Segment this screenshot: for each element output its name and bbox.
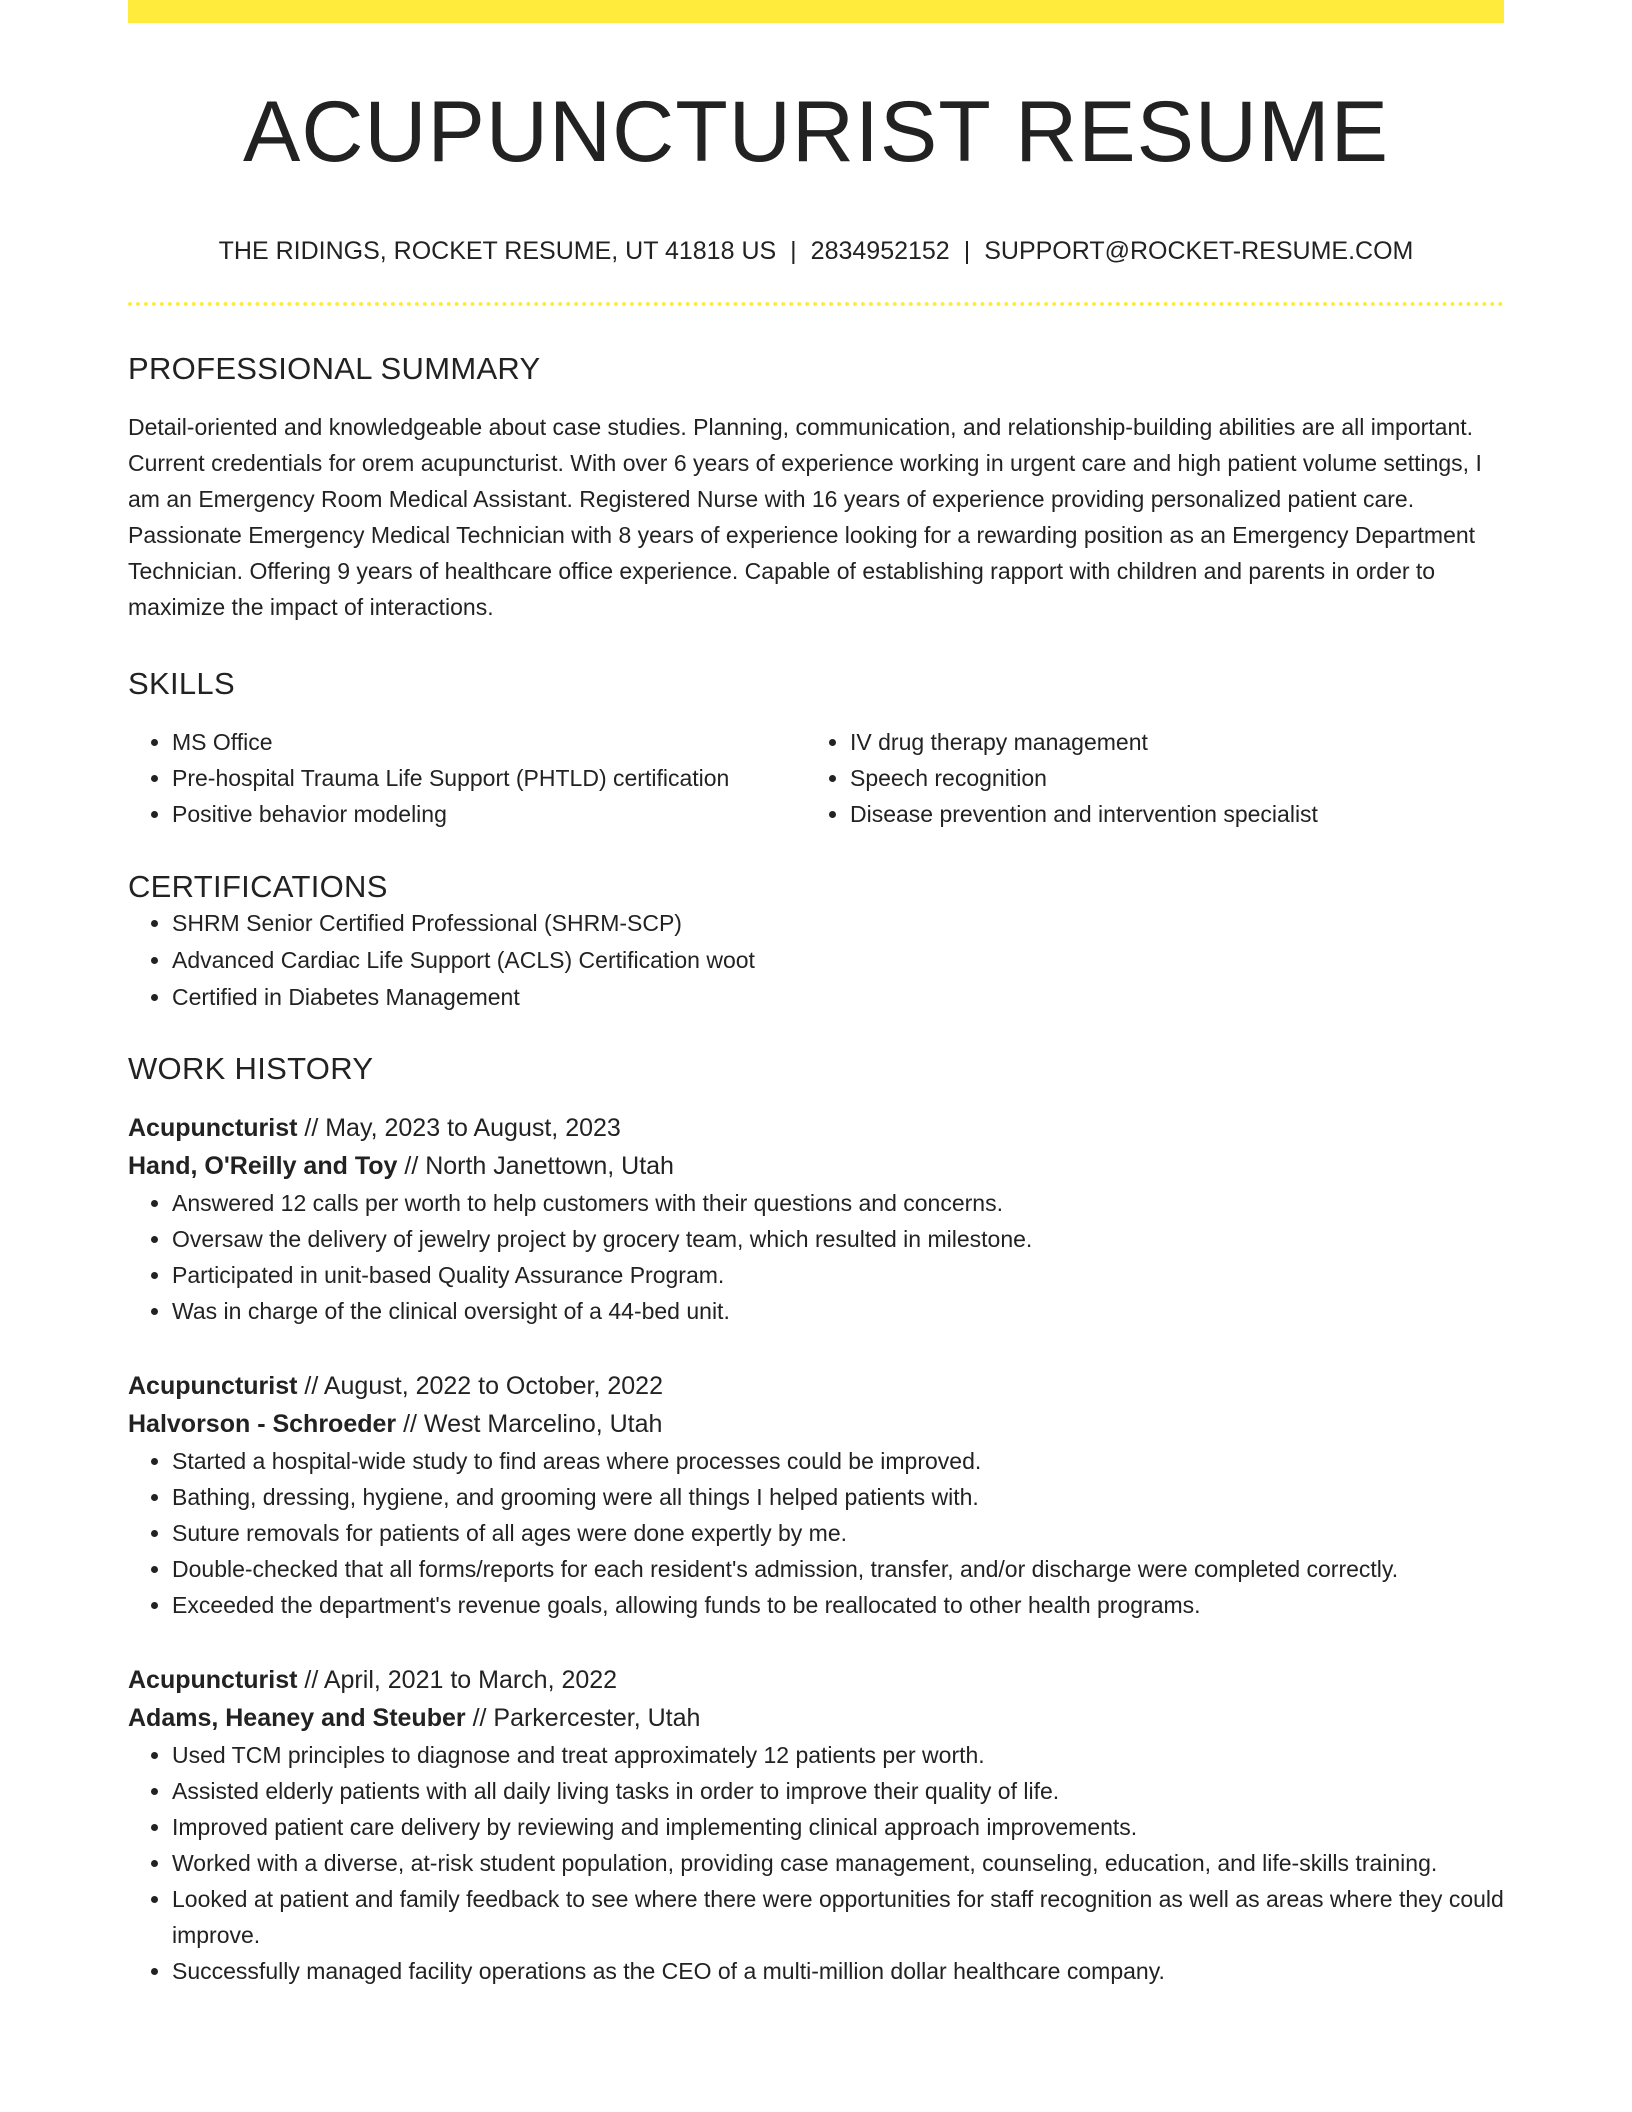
- skills-list-right: [806, 724, 1484, 832]
- contact-separator: |: [963, 236, 971, 265]
- job-role: Acupuncturist: [128, 1114, 298, 1143]
- section-title-skills: SKILLS: [128, 665, 235, 701]
- job-bullet-list: [128, 1737, 1504, 1989]
- job-bullet: • Worked with a diverse, at-risk student population, providing case management, counseling, education, and life-skills training.: [172, 1845, 1504, 1881]
- job-bullet: • Bathing, dressing, hygiene, and grooming were all things I helped patients with.: [172, 1479, 1504, 1515]
- certification-item: • Certified in Diabetes Management: [172, 979, 1504, 1016]
- job-bullet: • Successfully managed facility operations as the CEO of a multi-million dollar healthcare company.: [172, 1953, 1504, 1989]
- job-location: // North Janettown, Utah: [397, 1152, 674, 1181]
- job-bullet: • Started a hospital-wide study to find areas where processes could be improved.: [172, 1443, 1504, 1479]
- contact-phone: 2834952152: [810, 236, 950, 265]
- contact-line: [128, 236, 1504, 266]
- job-company: Hand, O'Reilly and Toy: [128, 1152, 398, 1181]
- job-role: Acupuncturist: [128, 1666, 298, 1695]
- job-bullet: • Assisted elderly patients with all daily living tasks in order to improve their quality of life.: [172, 1773, 1504, 1809]
- accent-bar: [128, 0, 1504, 23]
- job-bullet-list: [128, 1185, 1504, 1329]
- skills-list-left: [128, 724, 806, 832]
- job-bullet: • Exceeded the department's revenue goals, allowing funds to be reallocated to other health programs.: [172, 1587, 1504, 1623]
- job-company-line: [128, 1699, 1504, 1737]
- job-role-line: [128, 1109, 1504, 1147]
- contact-separator: |: [790, 236, 797, 265]
- job-role-line: [128, 1367, 1504, 1405]
- job-bullet: • Used TCM principles to diagnose and treat approximately 12 patients per worth.: [172, 1737, 1504, 1773]
- skill-item: • Positive behavior modeling: [172, 796, 806, 832]
- job-dates: // May, 2023 to August, 2023: [297, 1114, 621, 1143]
- certification-item: • SHRM Senior Certified Professional (SHRM-SCP): [172, 905, 1504, 942]
- job-bullet: • Looked at patient and family feedback to see where there were opportunities for staff recognition as well as areas where they could improve.: [172, 1881, 1504, 1953]
- skill-item: • Speech recognition: [850, 760, 1484, 796]
- job-location: // Parkercester, Utah: [465, 1704, 701, 1733]
- job-bullet-list: [128, 1443, 1504, 1623]
- job-role-line: [128, 1661, 1504, 1699]
- job-dates: // August, 2022 to October, 2022: [297, 1372, 663, 1401]
- job-entry: [128, 1109, 1504, 1329]
- dotted-divider: [128, 302, 1504, 306]
- job-bullet: • Answered 12 calls per worth to help customers with their questions and concerns.: [172, 1185, 1504, 1221]
- job-bullet: • Participated in unit-based Quality Assurance Program.: [172, 1257, 1504, 1293]
- resume-page: [128, 0, 1504, 1989]
- job-company: Halvorson - Schroeder: [128, 1410, 397, 1439]
- skill-item: • Disease prevention and intervention specialist: [850, 796, 1484, 832]
- resume-title: ACUPUNCTURIST RESUME: [242, 84, 1390, 180]
- skill-item: • IV drug therapy management: [850, 724, 1484, 760]
- job-role: Acupuncturist: [128, 1372, 298, 1401]
- skills-grid: [128, 724, 1504, 832]
- skill-item: • Pre-hospital Trauma Life Support (PHTLD) certification: [172, 760, 806, 796]
- section-title-summary: PROFESSIONAL SUMMARY: [128, 350, 541, 386]
- skill-item: • MS Office: [172, 724, 806, 760]
- job-bullet: • Oversaw the delivery of jewelry project by grocery team, which resulted in milestone.: [172, 1221, 1504, 1257]
- summary-paragraph: Detail-oriented and knowledgeable about case studies. Planning, communication, and relationship-building abilities are all important. Current credentials for orem acupuncturist. With over 6 years of experience working in urgent care and high patient volume settings, I am an Emergency Room Medical Assistant. Registered Nurse with 16 years of experience providing personalized patient care. Passionate Emergency Medical Technician with 8 years of experience looking for a rewarding position as an Emergency Department Technician. Offering 9 years of healthcare office experience. Capable of establishing rapport with children and parents in order to maximize the impact of interactions.: [128, 413, 1482, 620]
- contact-email: SUPPORT@ROCKET-RESUME.COM: [984, 236, 1414, 265]
- job-dates: // April, 2021 to March, 2022: [297, 1666, 618, 1695]
- job-company-line: [128, 1405, 1504, 1443]
- contact-address: THE RIDINGS, ROCKET RESUME, UT 41818 US: [218, 236, 777, 265]
- job-entry: [128, 1661, 1504, 1989]
- job-company-line: [128, 1147, 1504, 1185]
- section-title-work-history: WORK HISTORY: [128, 1051, 374, 1087]
- section-title-certifications: CERTIFICATIONS: [128, 868, 388, 904]
- job-company: Adams, Heaney and Steuber: [128, 1704, 466, 1733]
- skills-column-left: [128, 724, 806, 832]
- job-bullet: • Suture removals for patients of all ages were done expertly by me.: [172, 1515, 1504, 1551]
- certifications-list: [128, 905, 1504, 1016]
- certification-item: • Advanced Cardiac Life Support (ACLS) Certification woot: [172, 942, 1504, 979]
- job-entry: [128, 1367, 1504, 1623]
- job-bullet: • Improved patient care delivery by reviewing and implementing clinical approach improvements.: [172, 1809, 1504, 1845]
- job-bullet: • Was in charge of the clinical oversight of a 44-bed unit.: [172, 1293, 1504, 1329]
- job-location: // West Marcelino, Utah: [396, 1410, 663, 1439]
- skills-column-right: [806, 724, 1484, 832]
- job-bullet: • Double-checked that all forms/reports for each resident's admission, transfer, and/or discharge were completed correctly.: [172, 1551, 1504, 1587]
